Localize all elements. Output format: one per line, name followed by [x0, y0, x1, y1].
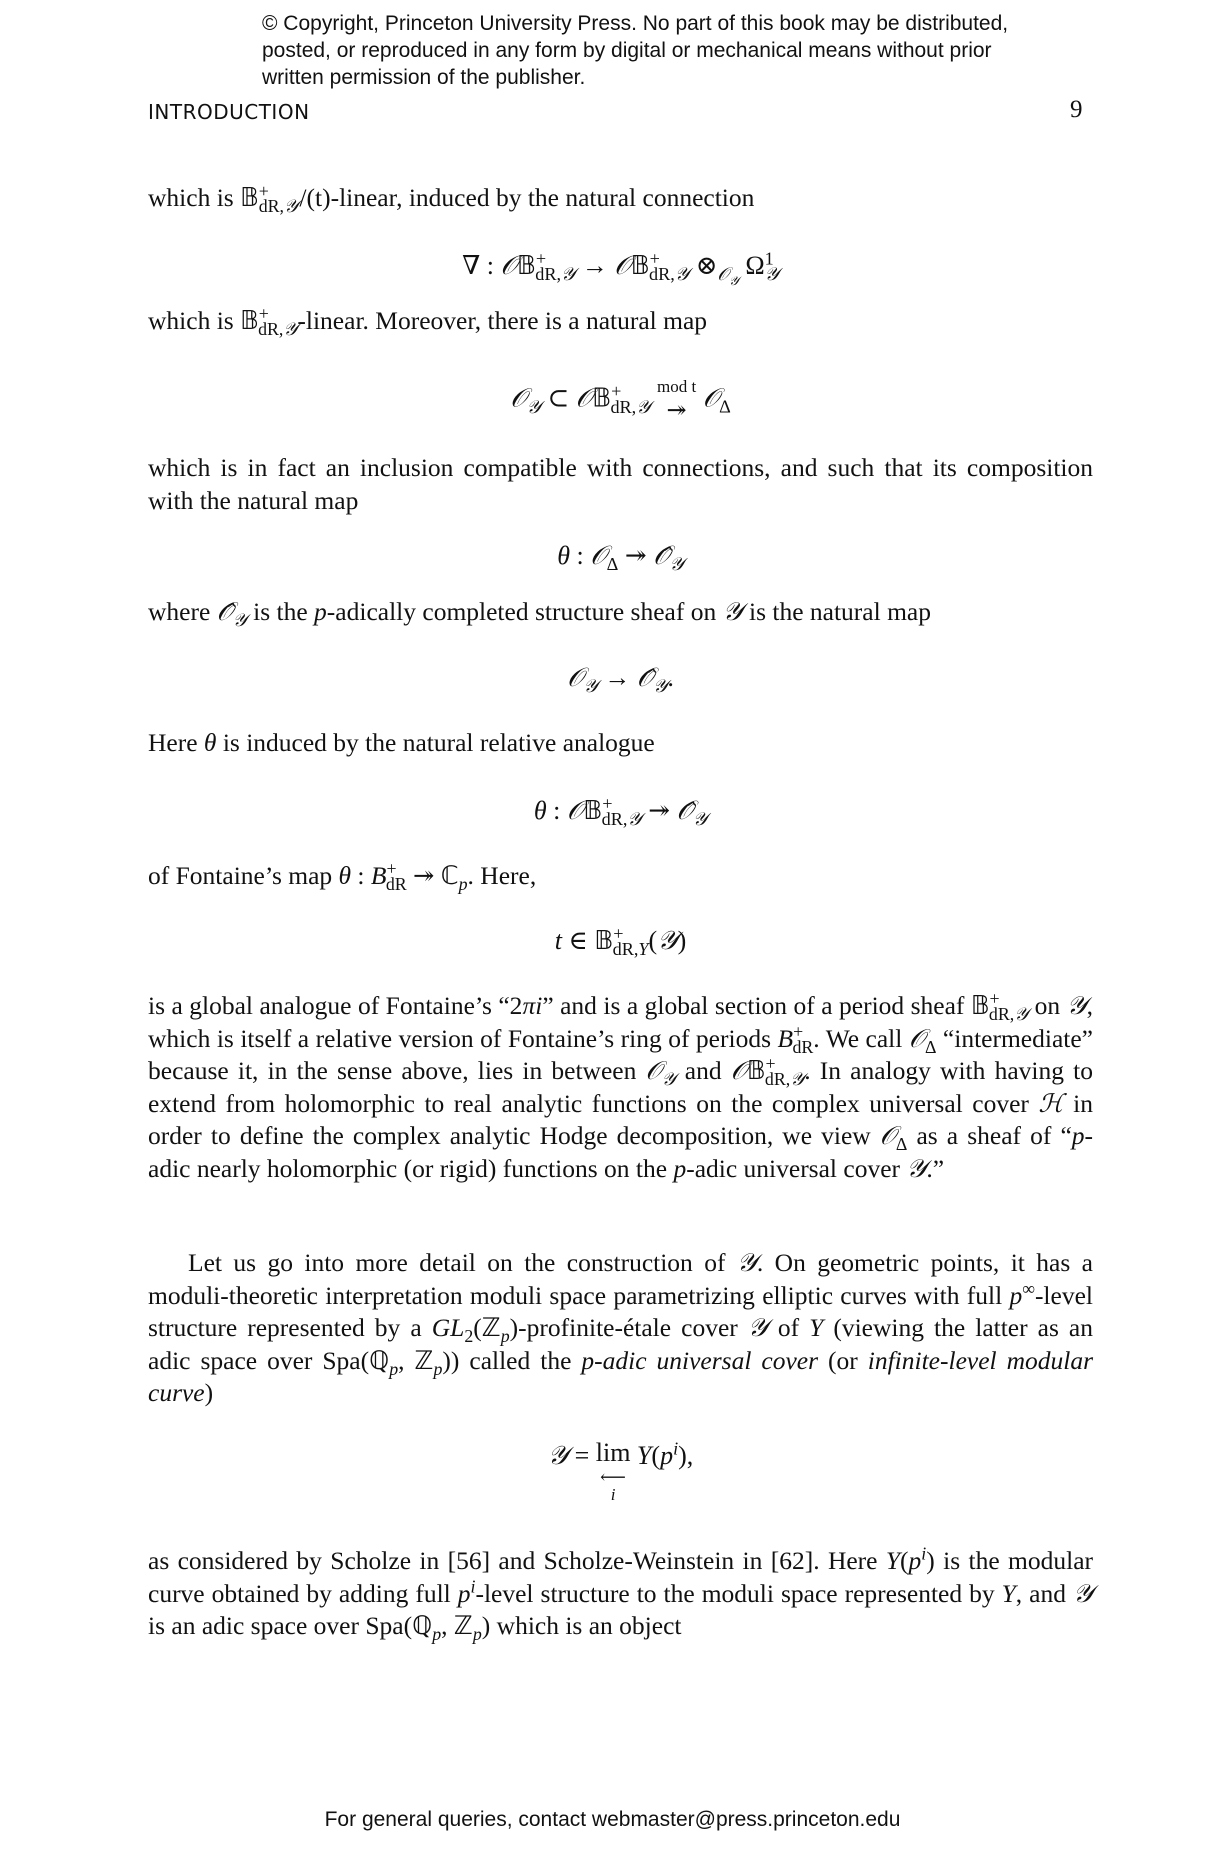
running-head: INTRODUCTION — [148, 100, 310, 124]
footer-contact: For general queries, contact webmaster@press.princeton.edu — [324, 1808, 901, 1831]
equation-period-t: t ∈ 𝔹+$_{dR,Y}$(𝒴) — [554, 923, 687, 960]
equation-completion: 𝒪$_𝒴$ → $𝒪̂_𝒴$. — [567, 663, 674, 698]
page-number: 9 — [1070, 96, 1083, 123]
paragraph-6: of Fontaine’s map θ : $B^+_{dR}$ ↠ ℂ$_p$. Here, — [148, 858, 537, 895]
paragraph-8: Let us go into more detail on the construction of 𝒴. On geometric points, it has a moduli-theoretic interpretation moduli space parametrizing elliptic curves with full p∞-level structure represented by a $GL_2(ℤ_p)-profinite$-étale cover 𝒴 of Y (viewing the latter as an adic space over Spa(ℚ$_p$, ℤ$_p$)) called the p-adic universal cover (or infinite-level modular curve) — [148, 1248, 1094, 1407]
equation-natural-map: 𝒪$_𝒴$ ⊂ 𝒪𝔹+$_{dR,𝒴}$ mod t ↠ 𝒪$_\Delta$ — [510, 377, 731, 424]
equation-connection: ∇ : 𝒪𝔹+$_{dR,𝒴}$ → 𝒪𝔹+$_{dR,𝒴}$ $\otimes_{𝒪_𝒴}$ $\Omega^1_𝒴$ — [462, 248, 779, 289]
copyright-notice: © Copyright, Princeton University Press. No part of this book may be distributed, posted, or reproduced in any form by digital or mechanical means without prior written permission of the publisher. — [262, 12, 1009, 89]
paragraph-5: Here θ is induced by the natural relative analogue — [148, 728, 655, 757]
paragraph-7: is a global analogue of Fontaine’s “2πi” and is a global section of a period sheaf 𝔹+$_{dR,𝒴}$ on 𝒴, which is itself a relative version of Fontaine’s ring of periods $B^+_{dR}$. We call 𝒪$_\Delta$ “intermediate” because it, in the sense above, lies in between 𝒪$_𝒴$ and 𝒪𝔹+$_{dR,𝒴}$. In analogy with having to extend from holomorphic to real analytic functions on the complex universal cover ℋ in order to define the complex analytic Hodge decomposition, we view 𝒪$_\Delta$ as a sheaf of “p-adic nearly holomorphic (or rigid) functions on the p-adic universal cover 𝒴.” — [148, 988, 1094, 1184]
paragraph-9: as considered by Scholze in [56] and Scholze-Weinstein in [62]. Here $Y(p^i)$ is the modular curve obtained by adding full $p^i$-level structure to the moduli space represented by Y, and 𝒴 is an adic space over Spa(ℚ$_p$, ℤ$_p$) which is an object — [148, 1543, 1094, 1645]
paragraph-1: which is 𝔹$_{dR,𝒴}$+ /(t)-linear, induced by the natural connection — [148, 180, 755, 218]
paragraph-2: which is 𝔹+$_{dR,𝒴}$-linear. Moreover, there is a natural map — [148, 303, 708, 341]
equation-inverse-limit: 𝒴 = lim ⟵ i $Y(p^i)$, — [547, 1438, 694, 1504]
paragraph-4: where $𝒪̂_𝒴$ is the p-adically completed structure sheaf on 𝒴 is the natural map — [148, 597, 931, 632]
equation-relative-theta: θ : 𝒪𝔹+$_{dR,𝒴}$ ↠ $𝒪̂_𝒴$ — [533, 793, 708, 831]
paragraph-3: which is in fact an inclusion compatible with connections, and such that its composition with the natural map — [148, 453, 1093, 515]
equation-theta: θ : 𝒪$_\Delta$ ↠ $𝒪̂_𝒴$ — [557, 541, 684, 576]
